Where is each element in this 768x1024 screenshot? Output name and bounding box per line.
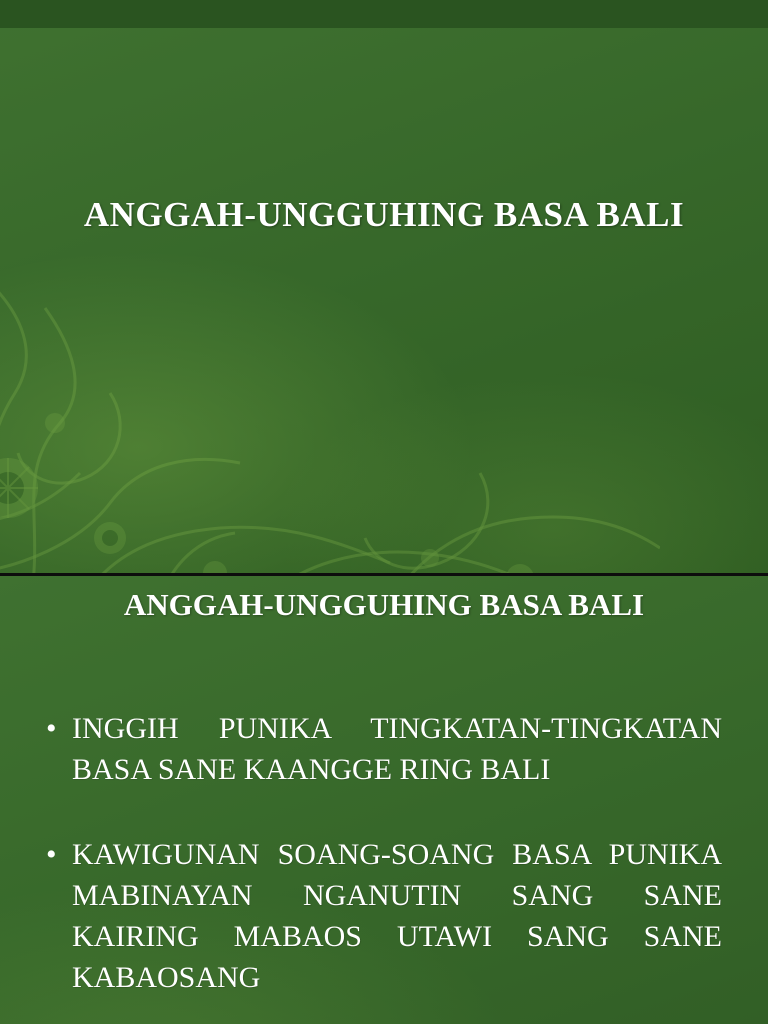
list-item xyxy=(46,708,722,790)
bullet-list xyxy=(46,708,722,1024)
floral-swirl-ornament xyxy=(0,273,660,573)
list-item-text: KAWIGUNAN SOANG-SOANG BASA PUNIKA MABINAYAN NGANUTIN SANG SANE KAIRING MABAOS UTAWI SANG SANE KABAOSANG xyxy=(72,838,722,994)
list-item-text: INGGIH PUNIKA TINGKATAN-TINGKATAN BASA SANE KAANGGE RING BALI xyxy=(72,712,722,786)
list-item xyxy=(46,834,722,998)
slide-top-band xyxy=(0,0,768,28)
page-title: ANGGAH-UNGGUHING BASA BALI xyxy=(83,195,685,234)
bullet-icon: • xyxy=(46,712,57,745)
bullet-icon: • xyxy=(46,838,57,871)
content-slide xyxy=(0,576,768,1024)
content-slide-title: ANGGAH-UNGGUHING BASA BALI xyxy=(123,587,645,622)
